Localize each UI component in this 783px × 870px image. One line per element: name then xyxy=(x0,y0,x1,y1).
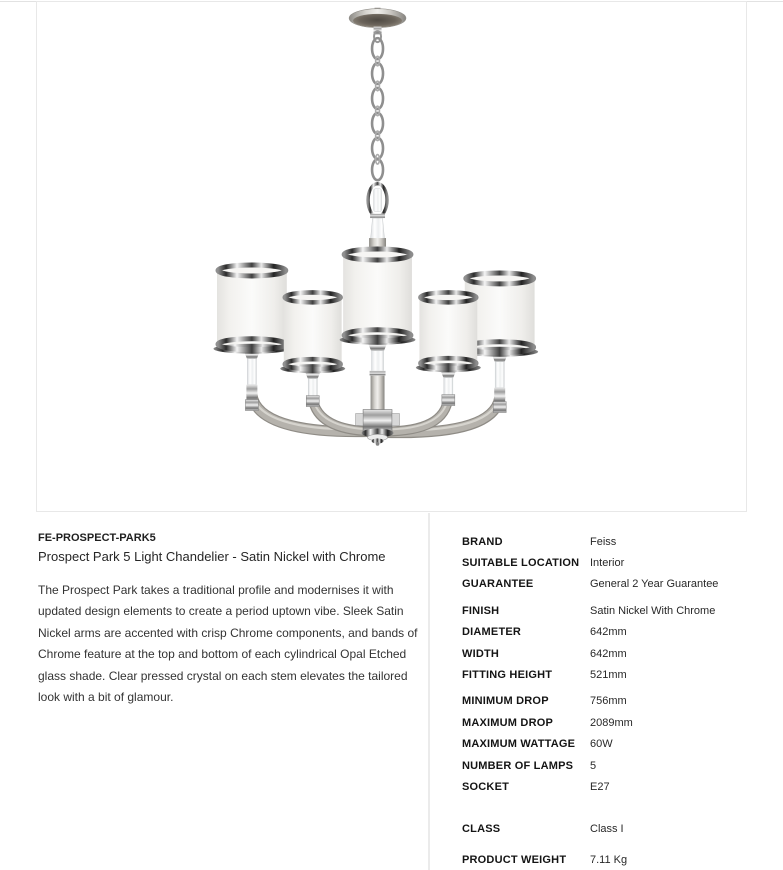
crystal-link-icon xyxy=(368,184,387,253)
column-divider xyxy=(428,513,430,870)
spec-value: 5 xyxy=(590,759,597,772)
spec-label: FINISH xyxy=(462,604,500,617)
product-code: FE-PROSPECT-PARK5 xyxy=(38,532,156,544)
spec-value: 642mm xyxy=(590,647,627,660)
spec-label: MAXIMUM DROP xyxy=(462,716,554,729)
spec-value: 7.11 Kg xyxy=(590,853,628,866)
spec-row-maximum-wattage xyxy=(462,734,762,755)
spec-label: NUMBER OF LAMPS xyxy=(462,759,574,772)
spec-label: MAXIMUM WATTAGE xyxy=(462,738,576,751)
lamp-stem-inner-right xyxy=(440,370,456,406)
spec-row-class xyxy=(462,819,762,840)
spec-row-diameter xyxy=(462,622,762,643)
spec-value: 756mm xyxy=(590,695,627,708)
spec-row-maximum-drop xyxy=(462,712,762,733)
spec-label: PRODUCT WEIGHT xyxy=(462,853,567,866)
spec-value: 60W xyxy=(590,738,613,751)
spec-row-finish xyxy=(462,600,762,621)
chandelier-product-photo xyxy=(37,2,746,511)
spec-row-socket xyxy=(462,776,762,797)
lamp-shade-center xyxy=(340,249,416,345)
spec-value: 2089mm xyxy=(590,716,633,729)
lamp-stem-inner-left xyxy=(305,371,321,407)
spec-row-minimum-drop xyxy=(462,691,762,712)
spec-value: Feiss xyxy=(590,535,617,548)
spec-value: Satin Nickel With Chrome xyxy=(590,604,716,617)
spec-label: CLASS xyxy=(462,823,501,836)
product-summary xyxy=(38,531,430,720)
spec-value: General 2 Year Guarantee xyxy=(590,578,719,591)
spec-value: 642mm xyxy=(590,626,627,639)
spec-row-width xyxy=(462,643,762,664)
lamp-shade-inner-left xyxy=(280,292,345,373)
spec-row-suitable-location xyxy=(462,552,762,573)
spec-label: GUARANTEE xyxy=(462,578,534,591)
spec-row-brand xyxy=(462,531,762,552)
lamp-shade-outer-left xyxy=(214,265,291,354)
lamp-shade-inner-right xyxy=(416,292,481,372)
spec-label: DIAMETER xyxy=(462,626,522,639)
product-description: The Prospect Park takes a traditional profile and modernises it with updated design elements to create a period uptown vibe. Sleek Satin Nickel arms are accented with crisp Chrome components, and bands of Chrome feature at the top and bottom of each cylindrical Opal Etched glass shade. Clear pressed crystal on each stem elevates the tailored look with a bit of glamour. xyxy=(38,583,418,705)
hanging-chain-icon xyxy=(372,31,383,180)
spec-label: SUITABLE LOCATION xyxy=(462,557,580,570)
lamp-stem-outer-left xyxy=(244,351,260,411)
lamp-stem-outer-right xyxy=(492,354,508,413)
spec-row-fitting-height xyxy=(462,664,762,685)
product-image-panel xyxy=(36,1,747,512)
spec-value: Interior xyxy=(590,557,625,570)
spec-row-product-weight xyxy=(462,849,762,870)
spec-label: SOCKET xyxy=(462,780,510,793)
product-title: Prospect Park 5 Light Chandelier - Satin Nickel with Chrome xyxy=(38,549,386,564)
spec-value: E27 xyxy=(590,780,610,793)
spec-value: 521mm xyxy=(590,669,627,682)
spec-label: MINIMUM DROP xyxy=(462,695,549,708)
spec-table xyxy=(462,531,762,870)
spec-value: Class I xyxy=(590,823,624,836)
spec-label: BRAND xyxy=(462,535,503,548)
spec-label: WIDTH xyxy=(462,647,500,660)
spec-row-number-of-lamps xyxy=(462,755,762,776)
spec-row-guarantee xyxy=(462,574,762,595)
spec-label: FITTING HEIGHT xyxy=(462,669,553,682)
